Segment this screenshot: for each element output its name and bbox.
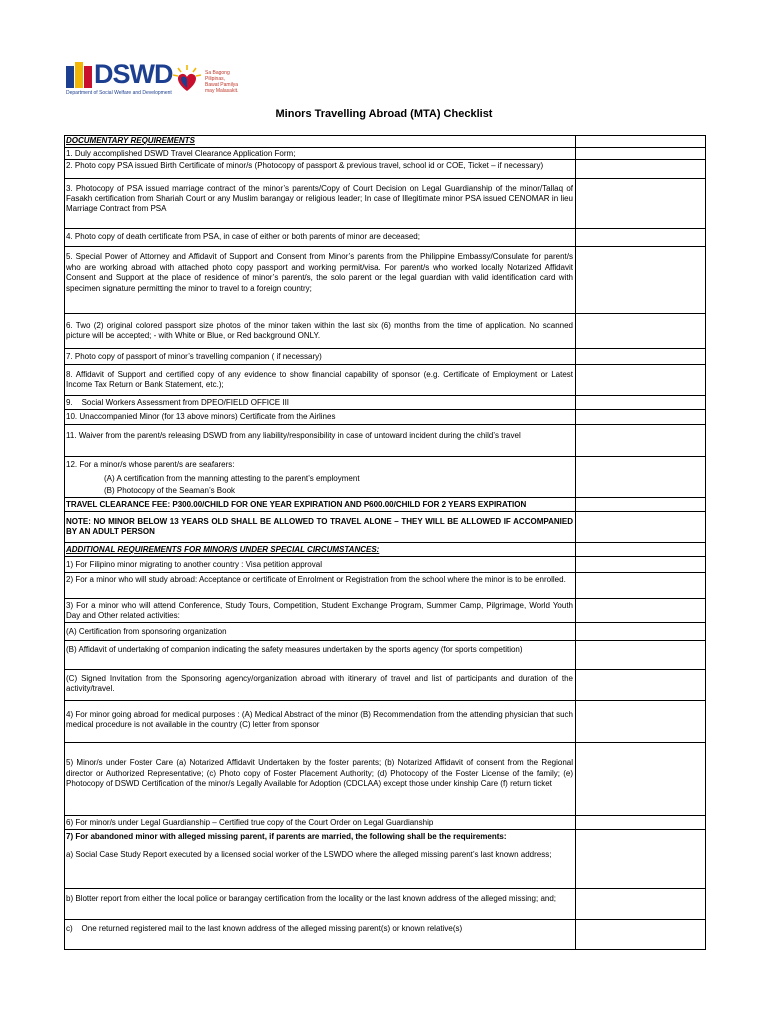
dswd-logo-text: DSWD (94, 59, 173, 89)
table-row (64, 410, 705, 425)
dswd-logo (66, 59, 176, 98)
table-row (64, 425, 705, 457)
requirement-text: (A) Certification from sponsoring organization (66, 627, 227, 636)
table-row (64, 543, 705, 557)
requirement-text: 2. Photo copy PSA issued Birth Certificate of minor/s (Photocopy of passport & previous travel, school id or COE, Ticket – if necessary) (66, 161, 544, 170)
checkbox-cell[interactable] (575, 314, 705, 348)
table-row (64, 148, 705, 160)
table-row (64, 920, 705, 950)
table-row (64, 557, 705, 573)
requirement-text: 10. Unaccompanied Minor (for 13 above minors) Certificate from the Airlines (66, 412, 336, 421)
table-row (64, 889, 705, 920)
requirement-text: 6. Two (2) original colored passport size photos of the minor taken within the last six (6) months from the time of application. No scanned picture will be accepted; - with White or Blue, or Red background ONLY. (66, 321, 573, 340)
fee-text: TRAVEL CLEARANCE FEE: P300.00/CHILD FOR ONE YEAR EXPIRATION AND P600.00/CHILD FOR 2 YEARS EXPIRATION (66, 500, 527, 509)
checkbox-cell[interactable] (575, 920, 705, 950)
heart-sun-icon (172, 64, 202, 94)
requirement-text: c) One returned registered mail to the last known address of the alleged missing parent(s) or known relative(s) (66, 924, 463, 933)
table-row (64, 160, 705, 179)
checkbox-cell[interactable] (575, 229, 705, 246)
checkbox-cell[interactable] (575, 365, 705, 395)
checkbox-cell[interactable] (575, 830, 705, 888)
requirement-text: 2) For a minor who will study abroad: Acceptance or certificate of Enrolment or Registration from the school where the minor is to be enrolled. (66, 575, 566, 584)
requirement-text: (A) A certification from the manning attesting to the parent’s employment (104, 474, 360, 483)
table-row (64, 485, 705, 498)
checkbox-cell[interactable] (575, 889, 705, 919)
checkbox-cell[interactable] (575, 670, 705, 700)
table-row (64, 573, 705, 599)
checklist-table (64, 135, 705, 950)
checkbox-cell[interactable] (575, 573, 705, 598)
table-row (64, 457, 705, 473)
checkbox-cell[interactable] (575, 557, 705, 572)
checkbox-cell[interactable] (575, 599, 705, 622)
table-row (64, 396, 705, 410)
requirement-text: 11. Waiver from the parent/s releasing DSWD from any liability/responsibility in case of untoward incident during the child’s travel (66, 431, 521, 440)
checkbox-cell[interactable] (575, 641, 705, 669)
requirement-text (64, 830, 575, 888)
table-row (64, 670, 705, 701)
page-title: Minors Travelling Abroad (MTA) Checklist (275, 108, 493, 120)
slogan-line: Bawat Pamilya (205, 82, 239, 88)
slogan-line: may Malasakit. (205, 88, 239, 94)
checkbox-cell[interactable] (575, 623, 705, 640)
requirement-text: b) Blotter report from either the local police or barangay certification from the locality or the last known address of the alleged missing; and; (66, 894, 557, 903)
table-row (64, 247, 705, 314)
checkbox-cell[interactable] (575, 410, 705, 424)
table-row (64, 473, 705, 485)
requirement-text: 3. Photocopy of PSA issued marriage contract of the minor’s parents/Copy of Court Decision on Legal Guardianship of the minor/Tallaq of Fasakh certification from Shariah Court or any Muslim barangay or religious leader; In case of Illegitimate minor PSA issued CENOMAR in lieu Marriage Contract from PSA (66, 184, 573, 213)
requirement-text: 7. Photo copy of passport of minor’s travelling companion ( if necessary) (66, 352, 322, 361)
checkbox-cell[interactable] (575, 816, 705, 829)
table-row (64, 314, 705, 349)
checkbox-cell[interactable] (575, 135, 705, 147)
checkbox-cell[interactable] (575, 498, 705, 511)
requirement-text: 1. Duly accomplished DSWD Travel Clearance Application Form; (66, 149, 296, 158)
table-row (64, 229, 705, 247)
requirement-subitem: a) Social Case Study Report executed by a licensed social worker of the LSWDO where the alleged missing parent’s last known address; (66, 850, 552, 859)
requirement-text: 5. Special Power of Attorney and Affidavit of Support and Consent from Minor’s parents from the Philippine Embassy/Consulate for parent/s who are working abroad with attached photo copy passport and working permit/visa. For parent/s who worked locally Notarized Affidavit Consent and Support at the place of residence of minor’s parent/s, the solo parent or the legal guardian with valid identification card with specimen signature permitting the minor to travel to a foreign country; (66, 252, 573, 293)
requirement-heading: 7) For abandoned minor with alleged missing parent, if parents are married, the following shall be the requirements: (66, 832, 507, 841)
requirement-text: 9. Social Workers Assessment from DPEO/FIELD OFFICE III (66, 398, 290, 407)
table-row (64, 816, 705, 830)
dswd-logo-subtitle: Department of Social Welfare and Development (66, 90, 172, 96)
slogan-line: Pilipinas, (205, 76, 226, 82)
checkbox-cell[interactable] (575, 485, 705, 497)
checkbox-cell[interactable] (575, 247, 705, 313)
checkbox-cell[interactable] (575, 512, 705, 542)
requirement-text: 5) Minor/s under Foster Care (a) Notarized Affidavit Undertaken by the foster parents; (b) Notarized Affidavit of consent from the Regional director or Authorized Representative; (c) Photo copy of Foster Placement Authority; (d) Photocopy of the Foster License of the family; (e) Photocopy of DSWD Certification of the minor/s Legally Available for Adoption (CDCLAA) except those under kinship Care (f) return ticket (66, 758, 573, 788)
checkbox-cell[interactable] (575, 148, 705, 159)
table-row (64, 641, 705, 670)
requirement-text: 4) For minor going abroad for medical purposes : (A) Medical Abstract of the minor (B) Recommendation from the attending physician that such medical procedure is not available in the country (C) letter from sponsor (66, 710, 573, 729)
table-row (64, 179, 705, 229)
note-text: NOTE: NO MINOR BELOW 13 YEARS OLD SHALL BE ALLOWED TO TRAVEL ALONE – THEY WILL BE ALLOWED IF ACCOMPANIED BY AN ADULT PERSON (66, 517, 573, 536)
checkbox-cell[interactable] (575, 457, 705, 473)
table-row (64, 512, 705, 543)
bagong-pilipinas-logo (172, 64, 262, 96)
table-row (64, 135, 705, 148)
slogan-line: Sa Bagong (205, 70, 230, 76)
checkbox-cell[interactable] (575, 425, 705, 456)
table-row (64, 349, 705, 365)
checkbox-cell[interactable] (575, 349, 705, 364)
section-heading: DOCUMENTARY REQUIREMENTS (66, 136, 195, 145)
checkbox-cell[interactable] (575, 160, 705, 178)
table-row (64, 365, 705, 396)
checkbox-cell[interactable] (575, 179, 705, 228)
table-row (64, 743, 705, 816)
table-row (64, 701, 705, 743)
dswd-emblem-icon (66, 62, 92, 88)
requirement-text: 4. Photo copy of death certificate from PSA, in case of either or both parents of minor are deceased; (66, 232, 420, 241)
requirement-text: 3) For a minor who will attend Conference, Study Tours, Competition, Student Exchange Program, Summer Camp, Pilgrimage, World Youth Day and Other related activities: (66, 601, 573, 620)
requirement-text: (B) Photocopy of the Seaman’s Book (104, 486, 236, 495)
requirement-text: 1) For Filipino minor migrating to another country : Visa petition approval (66, 560, 322, 569)
section-heading: ADDITIONAL REQUIREMENTS FOR MINOR/S UNDER SPECIAL CIRCUMSTANCES: (66, 545, 380, 554)
checkbox-cell[interactable] (575, 543, 705, 556)
requirement-text: 8. Affidavit of Support and certified copy of any evidence to show financial capability of sponsor (e.g. Certificate of Employment or Latest Income Tax Return or Bank Statement, etc.); (66, 370, 573, 389)
table-row (64, 498, 705, 512)
table-row (64, 623, 705, 641)
checkbox-cell[interactable] (575, 701, 705, 742)
requirement-text: 6) For minor/s under Legal Guardianship – Certified true copy of the Court Order on Legal Guardianship (66, 818, 434, 827)
requirement-text: 12. For a minor/s whose parent/s are seafarers: (66, 460, 235, 469)
checkbox-cell[interactable] (575, 473, 705, 485)
table-row (64, 599, 705, 623)
requirement-text: (B) Affidavit of undertaking of companion indicating the safety measures undertaken by the sports agency (for sports competition) (66, 645, 523, 654)
checkbox-cell[interactable] (575, 743, 705, 815)
table-row (64, 830, 705, 889)
requirement-text: (C) Signed Invitation from the Sponsoring agency/organization abroad with itinerary of travel and list of participants and duration of the activity/travel. (66, 674, 573, 693)
checkbox-cell[interactable] (575, 396, 705, 409)
